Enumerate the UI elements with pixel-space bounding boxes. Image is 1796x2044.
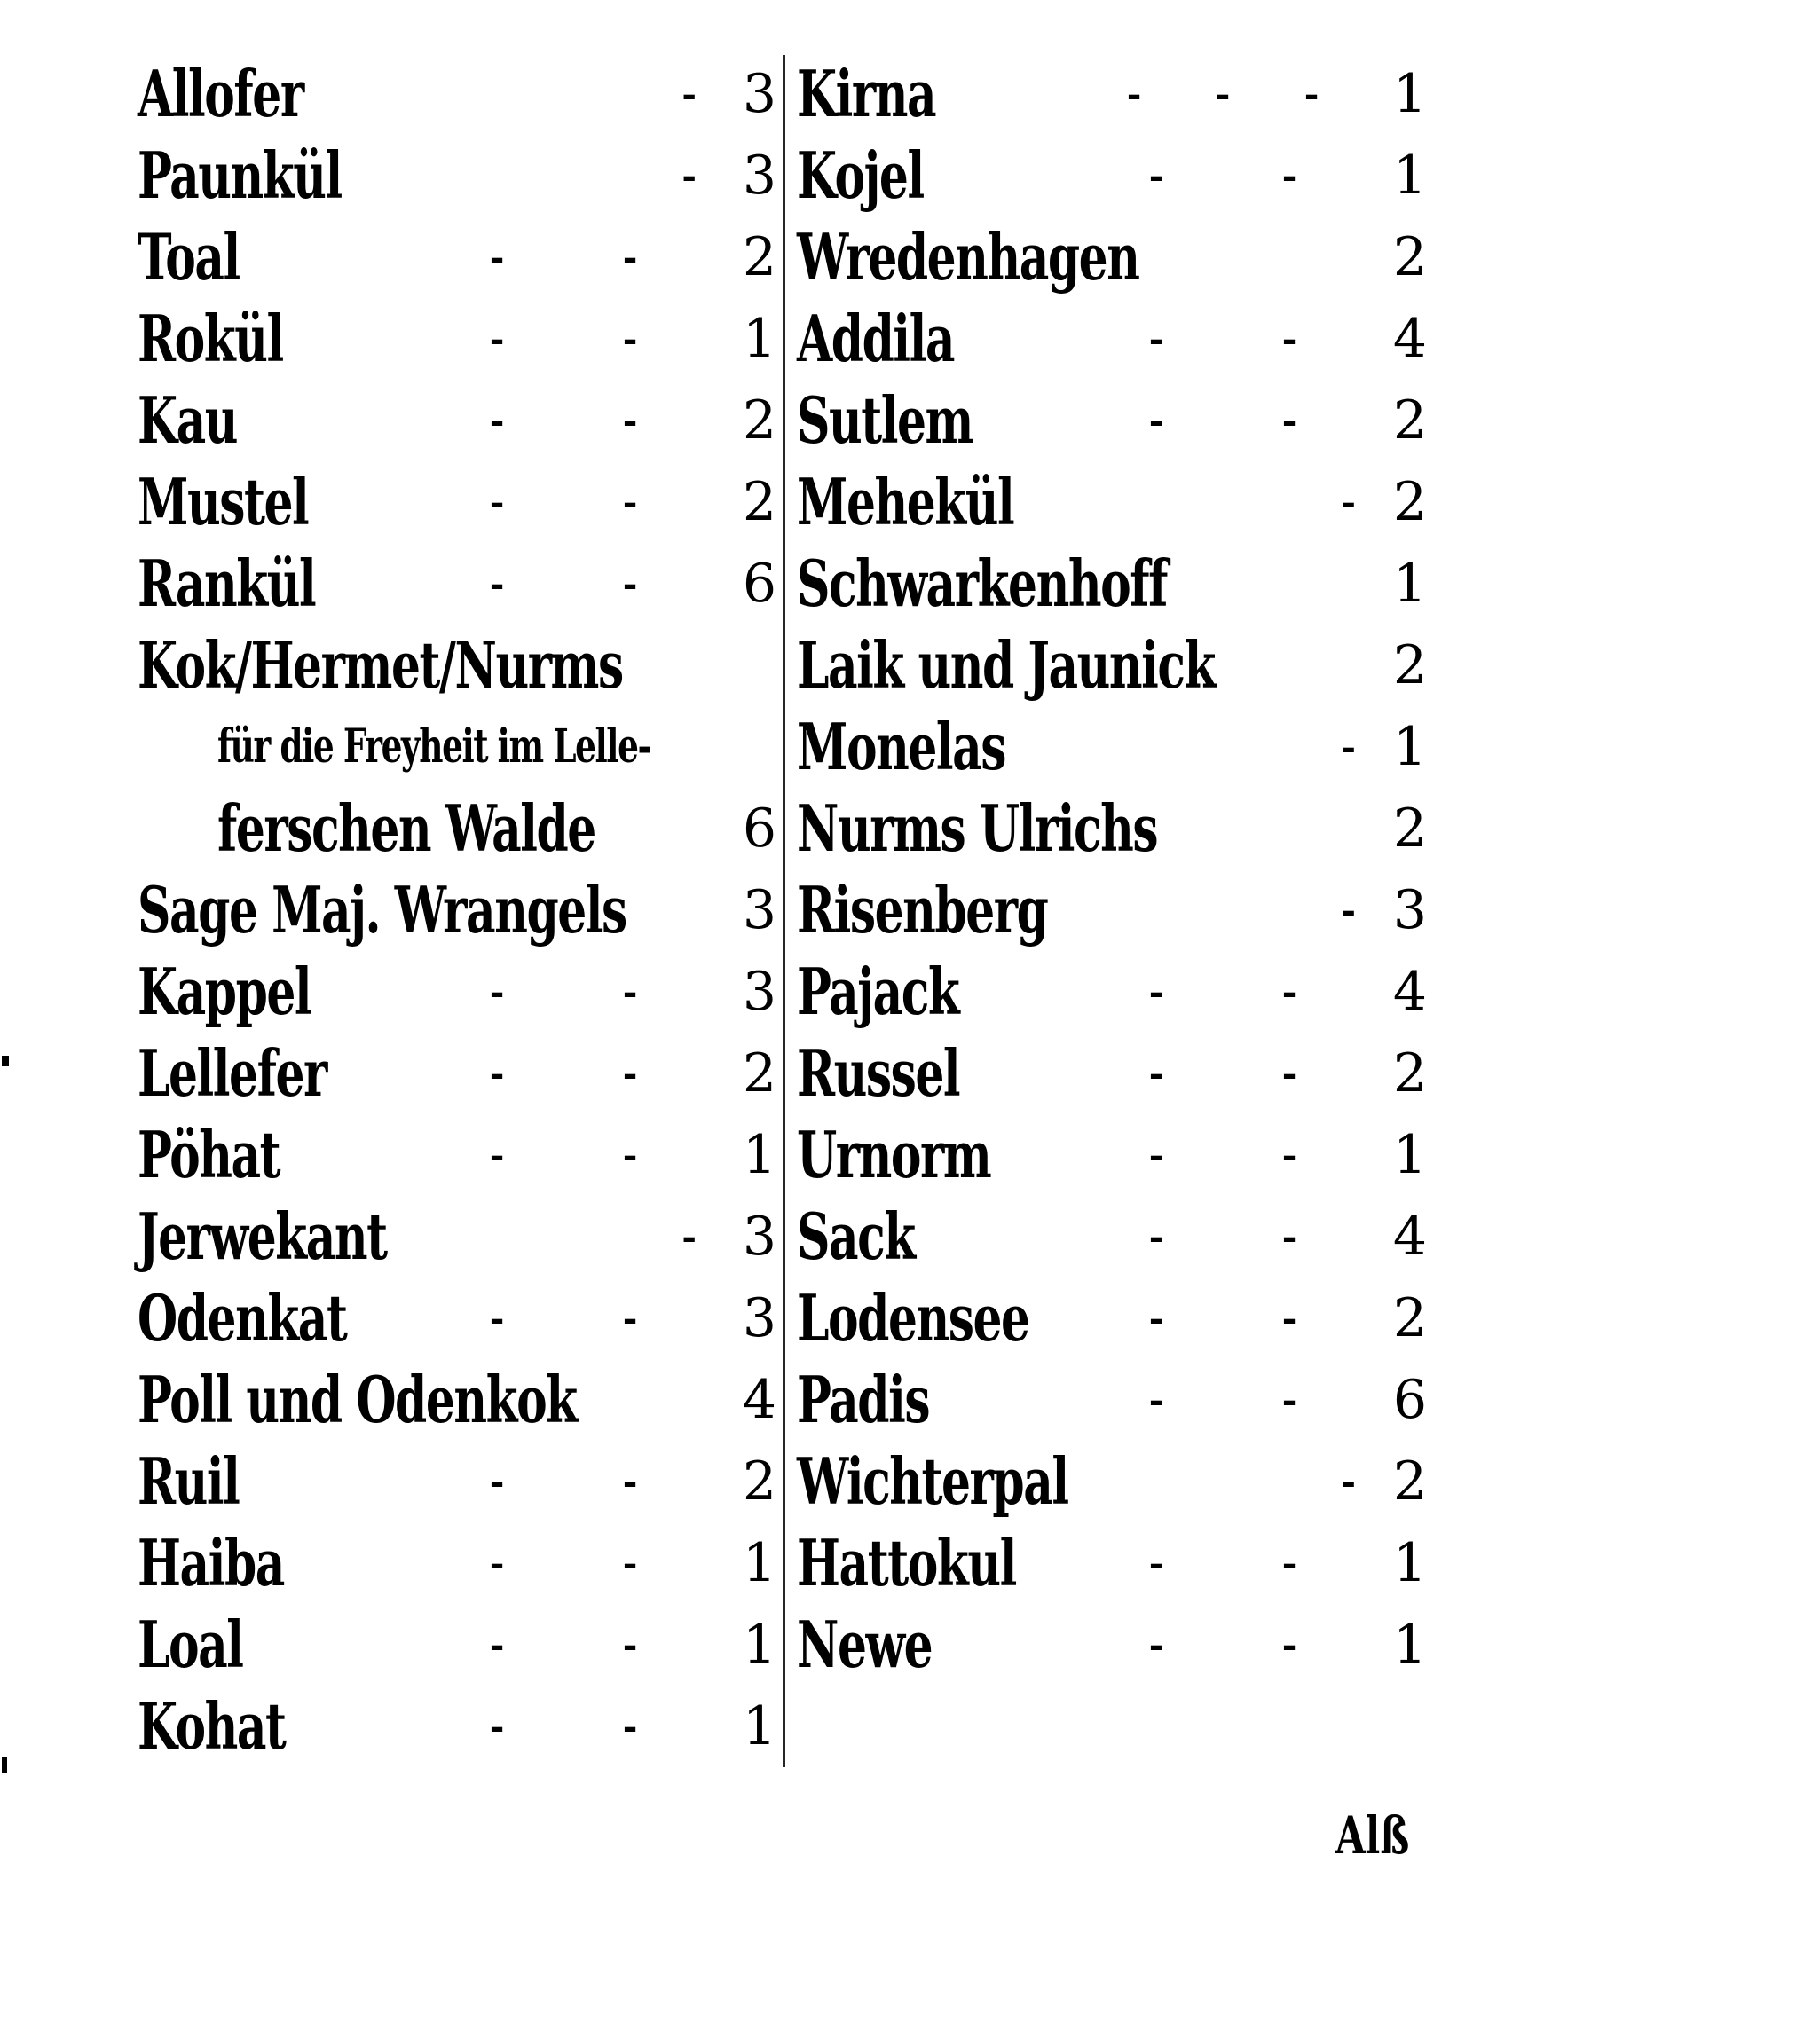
dash: -	[1148, 1052, 1164, 1095]
list-row	[797, 1033, 1436, 1114]
list-row	[138, 135, 776, 216]
dash: -	[1148, 1542, 1164, 1584]
list-row	[138, 1441, 776, 1522]
list-row	[138, 461, 776, 543]
dash: -	[489, 1623, 505, 1666]
leader-dashes	[1090, 625, 1356, 706]
place-name: Jerwekant	[138, 1199, 387, 1274]
place-name: Sutlem	[797, 382, 973, 458]
leader-dashes	[430, 625, 697, 706]
count-value: 4	[742, 1369, 776, 1431]
leader-dashes	[430, 1522, 697, 1604]
dash: -	[622, 318, 638, 360]
place-name: Paunkül	[138, 138, 342, 213]
count-value: 3	[1392, 879, 1427, 941]
list-row	[797, 1114, 1436, 1196]
leader-dashes	[1090, 135, 1356, 216]
leader-dashes	[1090, 380, 1356, 461]
count-value: 6	[1392, 1369, 1427, 1431]
count-value: 1	[742, 308, 776, 370]
list-row	[797, 1441, 1436, 1522]
dash: -	[489, 971, 505, 1013]
dash: -	[681, 154, 697, 197]
list-row	[138, 951, 776, 1033]
count-value: 1	[1392, 63, 1427, 125]
list-row	[797, 1196, 1436, 1278]
count-value: 4	[1392, 308, 1427, 370]
dash: -	[489, 1705, 505, 1748]
place-name: für die Freyheit im Lelle-	[217, 719, 650, 774]
place-name: Pöhat	[138, 1117, 280, 1192]
list-row	[797, 788, 1436, 869]
place-name: Newe	[797, 1607, 933, 1682]
list-row	[797, 951, 1436, 1033]
count-value: 1	[1392, 1614, 1427, 1676]
place-name: Haiba	[138, 1525, 284, 1600]
count-value: 6	[742, 798, 776, 860]
place-name: Pajack	[797, 954, 959, 1029]
place-name: Padis	[797, 1362, 930, 1437]
list-row	[138, 1114, 776, 1196]
count-value: 2	[1392, 798, 1427, 860]
dash: -	[1148, 971, 1164, 1013]
place-name: Wredenhagen	[797, 219, 1139, 295]
dash: -	[622, 1460, 638, 1503]
place-name: Kappel	[138, 954, 311, 1029]
dash: -	[681, 73, 697, 115]
dash: -	[489, 1460, 505, 1503]
dash: -	[1281, 1379, 1297, 1421]
count-value: 2	[742, 389, 776, 452]
dash: -	[622, 1052, 638, 1095]
leader-dashes	[1090, 1033, 1356, 1114]
leader-dashes	[430, 788, 697, 869]
count-value: 1	[1392, 553, 1427, 615]
place-name: Ruil	[138, 1443, 240, 1519]
leader-dashes	[430, 1359, 697, 1441]
dash: -	[489, 1134, 505, 1176]
list-row	[797, 869, 1436, 951]
place-name: ferschen Walde	[217, 790, 595, 866]
column-divider	[783, 55, 785, 1767]
leader-dashes	[1090, 1278, 1356, 1359]
dash: -	[622, 562, 638, 605]
place-name: Mehekül	[797, 464, 1014, 539]
place-name: Kojel	[797, 138, 924, 213]
count-value: 4	[1392, 1206, 1427, 1268]
dash: -	[489, 481, 505, 523]
dash: -	[622, 1297, 638, 1340]
count-value: 1	[742, 1695, 776, 1757]
dash: -	[1341, 889, 1356, 932]
list-row	[797, 543, 1436, 625]
place-name: Schwarkenhoff	[797, 546, 1167, 621]
leader-dashes	[430, 869, 697, 951]
place-name: Addila	[797, 301, 955, 376]
dash: -	[622, 1542, 638, 1584]
place-name: Sage Maj. Wrangels	[138, 872, 626, 947]
count-value: 2	[1392, 471, 1427, 533]
list-row	[797, 135, 1436, 216]
count-value: 1	[742, 1124, 776, 1186]
dash: -	[1148, 154, 1164, 197]
count-value: 1	[1392, 1532, 1427, 1594]
leader-dashes	[1090, 543, 1356, 625]
leader-dashes	[430, 1278, 697, 1359]
catchword: Alß	[1335, 1805, 1410, 1866]
count-value: 1	[1392, 716, 1427, 778]
dash: -	[1126, 73, 1142, 115]
dash: -	[489, 1542, 505, 1584]
dash: -	[1281, 1052, 1297, 1095]
dash: -	[1281, 1297, 1297, 1340]
dash: -	[489, 318, 505, 360]
dash: -	[1281, 1623, 1297, 1666]
dash: -	[1148, 1215, 1164, 1258]
leader-dashes	[430, 951, 697, 1033]
place-name: Kirna	[797, 56, 936, 131]
leader-dashes	[1090, 1359, 1356, 1441]
place-name: Lodensee	[797, 1280, 1029, 1356]
list-row	[797, 625, 1436, 706]
place-name: Risenberg	[797, 872, 1048, 947]
leader-dashes	[1090, 53, 1356, 135]
dash: -	[1341, 726, 1356, 768]
dash: -	[622, 1134, 638, 1176]
dash: -	[1281, 1542, 1297, 1584]
dash: -	[1148, 1134, 1164, 1176]
leader-dashes	[1090, 298, 1356, 380]
count-value: 2	[1392, 1042, 1427, 1105]
place-name: Rokül	[138, 301, 283, 376]
count-value: 6	[742, 553, 776, 615]
count-value: 2	[1392, 634, 1427, 696]
dash: -	[1148, 1623, 1164, 1666]
place-name: Odenkat	[138, 1280, 347, 1356]
list-row	[138, 1196, 776, 1278]
count-value: 3	[742, 879, 776, 941]
leader-dashes	[1090, 869, 1356, 951]
count-value: 2	[1392, 226, 1427, 288]
list-row	[138, 625, 776, 706]
dash: -	[1281, 318, 1297, 360]
dash: -	[1215, 73, 1231, 115]
right-column	[797, 53, 1436, 1686]
dash: -	[622, 481, 638, 523]
list-row	[138, 1686, 776, 1767]
list-row	[138, 53, 776, 135]
place-name: Kau	[138, 382, 238, 458]
dash: -	[489, 1297, 505, 1340]
place-name: Laik und Jaunick	[797, 627, 1216, 703]
count-value: 2	[742, 471, 776, 533]
list-row	[797, 1522, 1436, 1604]
count-value: 3	[742, 1287, 776, 1349]
list-row	[797, 706, 1436, 788]
leader-dashes	[430, 461, 697, 543]
list-row	[797, 1359, 1436, 1441]
place-name: Monelas	[797, 709, 1006, 784]
dash: -	[622, 399, 638, 442]
place-name: Kok/Hermet/Nurms	[138, 627, 623, 703]
dash: -	[1281, 1215, 1297, 1258]
place-name: Lellefer	[138, 1035, 327, 1111]
leader-dashes	[1090, 1196, 1356, 1278]
count-value: 2	[742, 1042, 776, 1105]
count-value: 1	[742, 1532, 776, 1594]
count-value: 2	[1392, 1450, 1427, 1513]
place-name: Rankül	[138, 546, 316, 621]
leader-dashes	[1090, 461, 1356, 543]
leader-dashes	[430, 543, 697, 625]
dash: -	[622, 971, 638, 1013]
place-name: Kohat	[138, 1688, 286, 1764]
leader-dashes	[430, 380, 697, 461]
list-row	[138, 216, 776, 298]
list-row	[138, 1522, 776, 1604]
dash: -	[1148, 1297, 1164, 1340]
leader-dashes	[430, 1604, 697, 1686]
place-name: Mustel	[138, 464, 309, 539]
list-row	[138, 1359, 776, 1441]
list-row	[138, 1604, 776, 1686]
leader-dashes	[1090, 1441, 1356, 1522]
dash: -	[1304, 73, 1319, 115]
leader-dashes	[430, 1686, 697, 1767]
dash: -	[622, 1623, 638, 1666]
dash: -	[489, 562, 505, 605]
dash: -	[1281, 971, 1297, 1013]
leader-dashes	[1090, 216, 1356, 298]
place-name: Poll und Odenkok	[138, 1362, 577, 1437]
count-value: 4	[1392, 961, 1427, 1023]
leader-dashes	[430, 53, 697, 135]
dash: -	[1148, 318, 1164, 360]
dash: -	[1341, 1460, 1356, 1503]
leader-dashes	[1090, 1522, 1356, 1604]
leader-dashes	[1090, 1114, 1356, 1196]
place-name: Wichterpal	[797, 1443, 1068, 1519]
dash: -	[1281, 399, 1297, 442]
list-row	[138, 788, 776, 869]
list-row	[138, 298, 776, 380]
scan-speck	[2, 1056, 9, 1066]
count-value: 2	[742, 226, 776, 288]
leader-dashes	[1090, 788, 1356, 869]
dash: -	[1148, 1379, 1164, 1421]
dash: -	[622, 1705, 638, 1748]
place-name: Urnorm	[797, 1117, 991, 1192]
dash: -	[1281, 1134, 1297, 1176]
place-name: Hattokul	[797, 1525, 1016, 1600]
place-name: Nurms Ulrichs	[797, 790, 1158, 866]
left-column	[138, 53, 776, 1767]
leader-dashes	[430, 706, 697, 788]
count-value: 3	[742, 63, 776, 125]
list-row	[797, 216, 1436, 298]
dash: -	[489, 399, 505, 442]
count-value: 3	[742, 961, 776, 1023]
leader-dashes	[430, 1441, 697, 1522]
list-row	[797, 1604, 1436, 1686]
leader-dashes	[430, 1114, 697, 1196]
list-row	[797, 461, 1436, 543]
leader-dashes	[430, 135, 697, 216]
dash: -	[622, 236, 638, 279]
count-value: 1	[742, 1614, 776, 1676]
dash: -	[681, 1215, 697, 1258]
count-value: 3	[742, 1206, 776, 1268]
scan-speck	[2, 1757, 7, 1773]
count-value: 1	[1392, 145, 1427, 207]
list-row	[138, 543, 776, 625]
list-row	[138, 869, 776, 951]
leader-dashes	[1090, 1604, 1356, 1686]
list-row	[797, 1278, 1436, 1359]
place-name: Toal	[138, 219, 240, 295]
count-value: 2	[742, 1450, 776, 1513]
place-name: Russel	[797, 1035, 960, 1111]
leader-dashes	[430, 1033, 697, 1114]
count-value: 2	[1392, 389, 1427, 452]
list-row	[797, 298, 1436, 380]
count-value: 3	[742, 145, 776, 207]
dash: -	[1341, 481, 1356, 523]
leader-dashes	[1090, 706, 1356, 788]
dash: -	[1148, 399, 1164, 442]
leader-dashes	[430, 1196, 697, 1278]
leader-dashes	[430, 216, 697, 298]
list-row	[138, 1278, 776, 1359]
list-row	[138, 1033, 776, 1114]
place-name: Loal	[138, 1607, 243, 1682]
list-row	[138, 706, 776, 788]
list-row	[797, 380, 1436, 461]
count-value: 2	[1392, 1287, 1427, 1349]
list-row	[138, 380, 776, 461]
list-row	[797, 53, 1436, 135]
place-name: Sack	[797, 1199, 915, 1274]
dash: -	[489, 1052, 505, 1095]
place-name: Allofer	[138, 56, 303, 131]
dash: -	[1281, 154, 1297, 197]
leader-dashes	[430, 298, 697, 380]
leader-dashes	[1090, 951, 1356, 1033]
dash: -	[489, 236, 505, 279]
count-value: 1	[1392, 1124, 1427, 1186]
